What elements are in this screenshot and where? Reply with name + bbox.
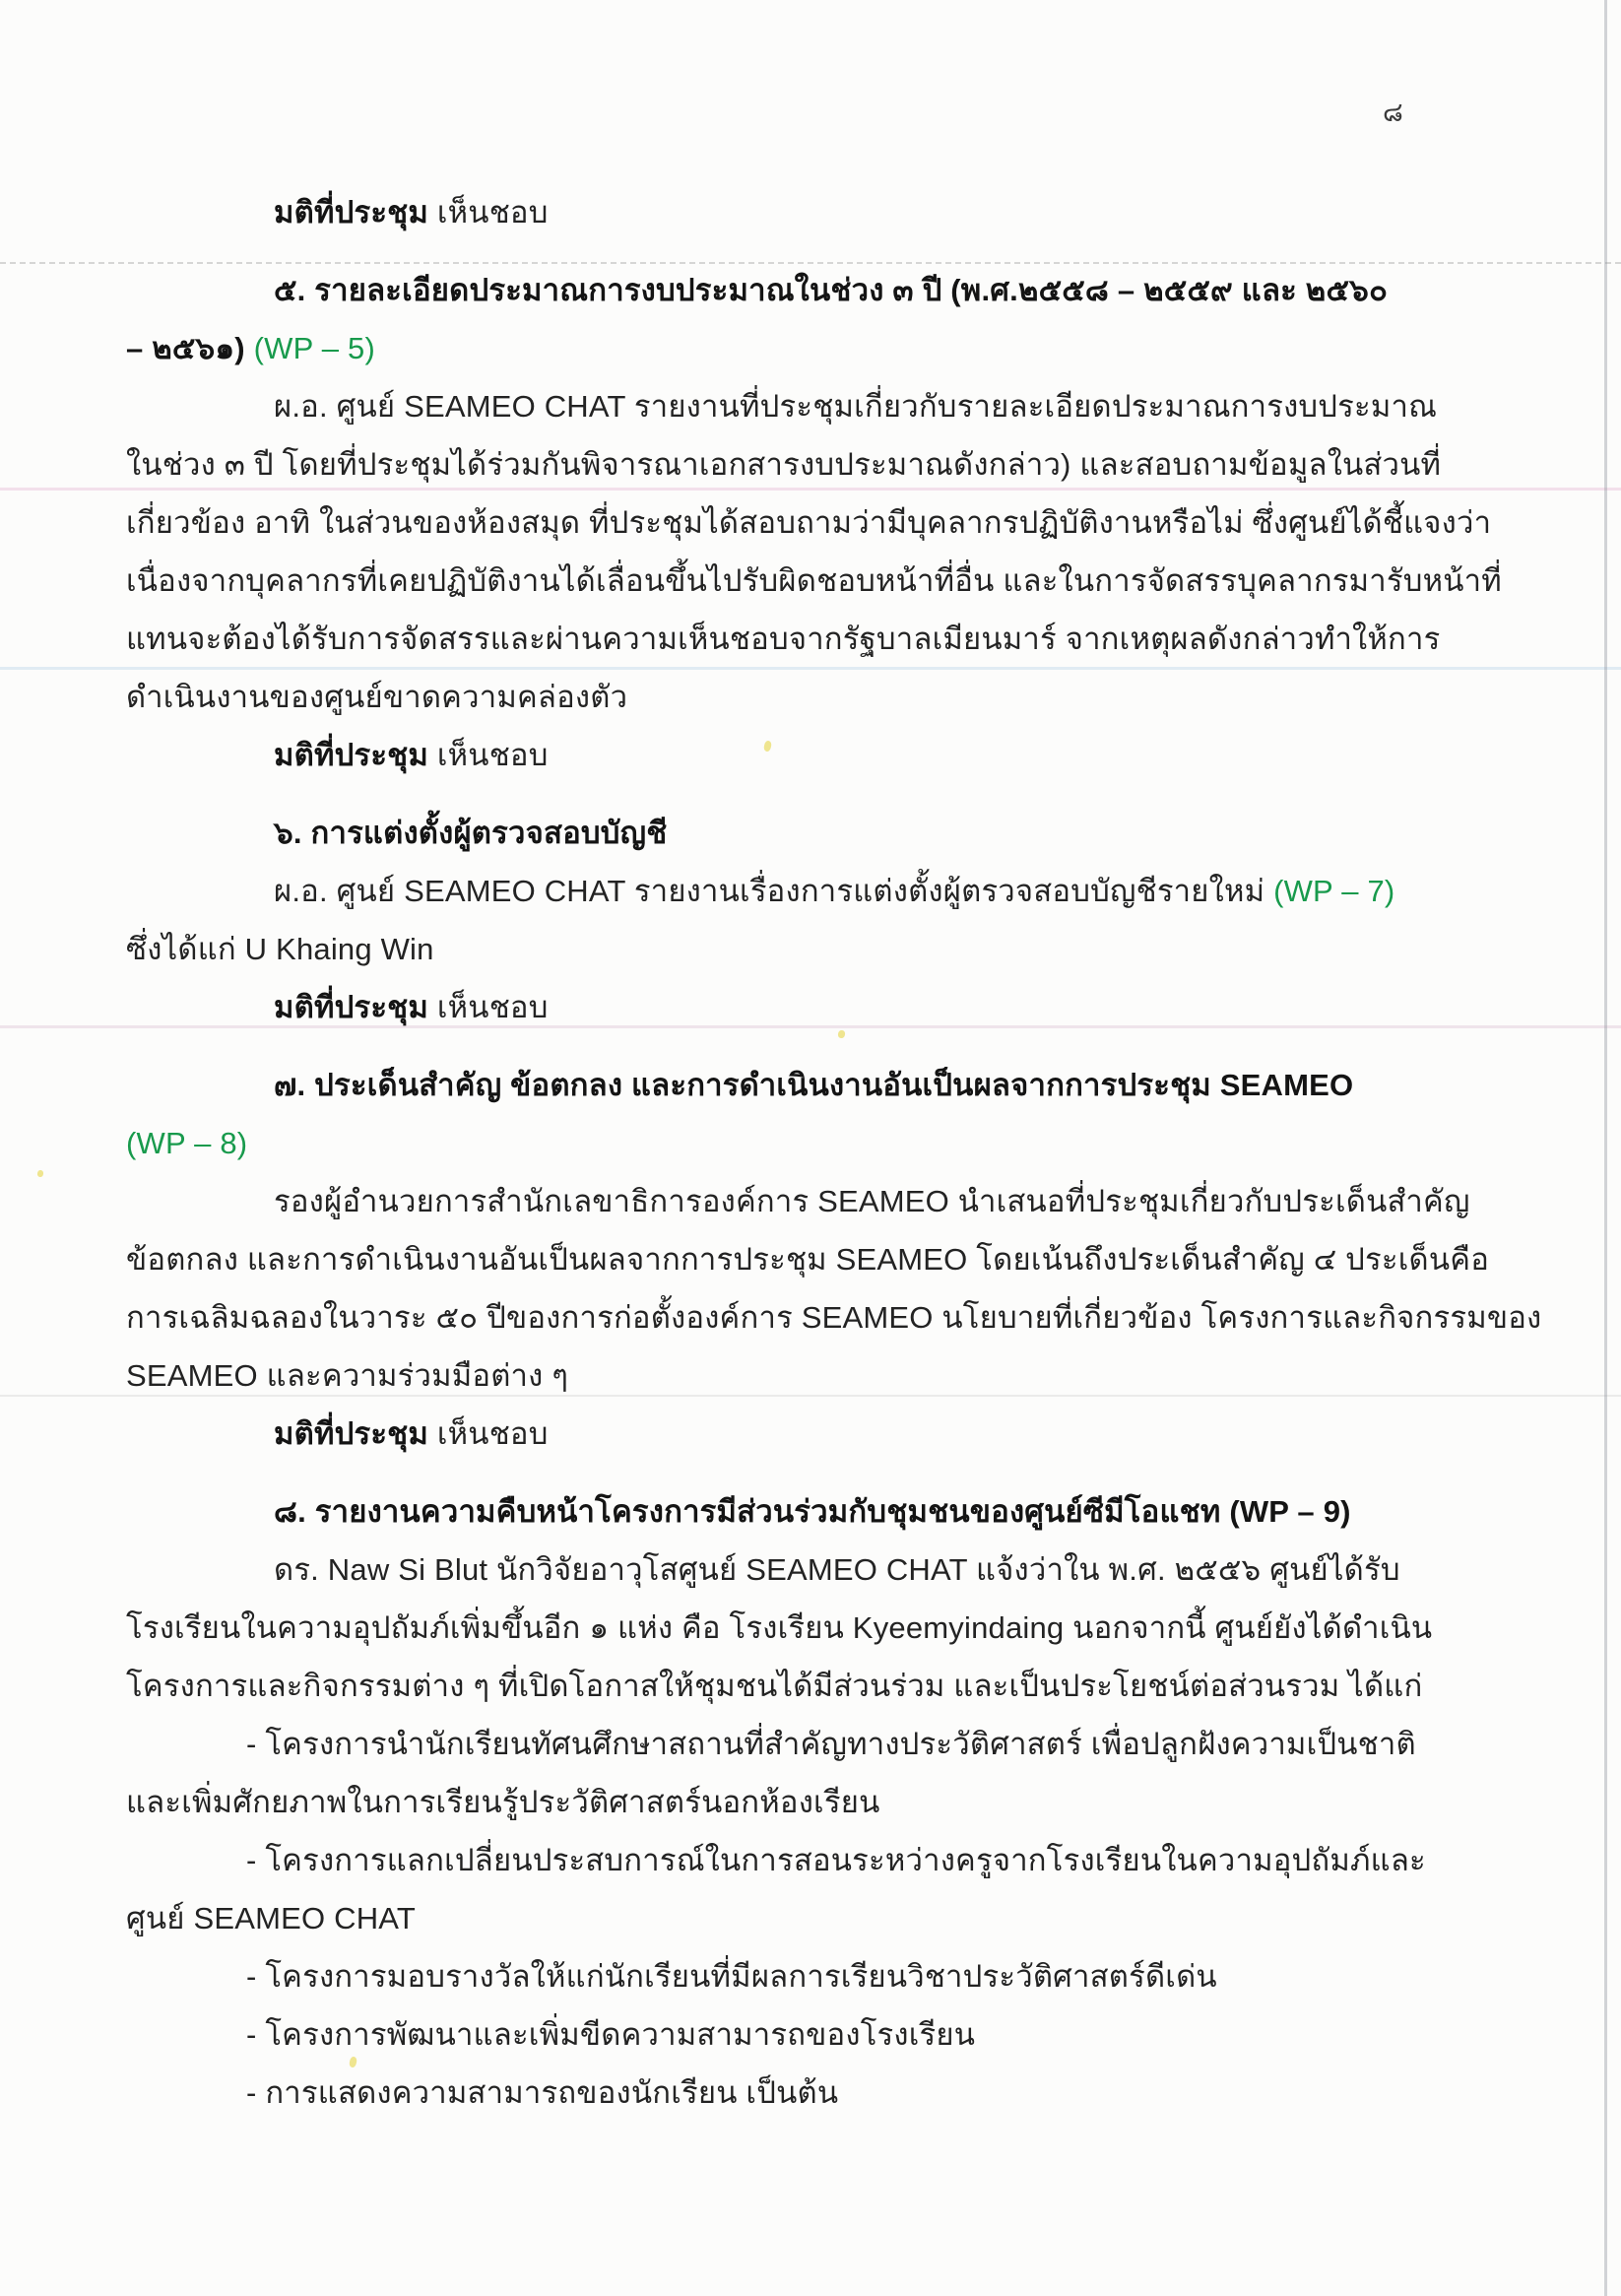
text-line	[126, 862, 1524, 920]
text-line	[126, 1773, 1524, 1831]
text-segment: มติที่ประชุม	[274, 195, 429, 230]
text-line	[126, 1947, 1524, 2005]
text-segment: รองผู้อำนวยการสำนักเลขาธิการองค์การ SEAMEO นำเสนอที่ประชุมเกี่ยวกับประเด็นสำคัญ	[274, 1184, 1470, 1218]
document-body	[126, 183, 1542, 2122]
text-segment: ซึ่งได้แก่ U Khaing Win	[126, 932, 434, 966]
text-segment: เห็นชอบ	[428, 990, 549, 1024]
text-segment: เนื่องจากบุคลากรที่เคยปฏิบัติงานได้เลื่อนขึ้นไปรับผิดชอบหน้าที่อื่น และในการจัดสรรบุคลากรมารับหน้าที่	[126, 563, 1502, 598]
text-segment: เห็นชอบ	[428, 195, 549, 230]
text-line	[126, 1541, 1524, 1599]
text-line	[126, 493, 1524, 552]
text-line	[126, 610, 1524, 668]
text-line	[126, 435, 1524, 493]
text-segment: ข้อตกลง และการดำเนินงานอันเป็นผลจากการประชุม SEAMEO โดยเน้นถึงประเด็นสำคัญ ๔ ประเด็นคือ	[126, 1242, 1490, 1277]
text-line	[126, 1889, 1524, 1947]
text-line	[126, 183, 1524, 241]
text-line	[126, 1230, 1524, 1288]
text-line	[126, 978, 1524, 1036]
text-line	[126, 1599, 1524, 1657]
text-line	[126, 1715, 1524, 1773]
section-heading-line	[126, 1056, 1524, 1114]
text-segment: ดร. Naw Si Blut นักวิจัยอาวุโสศูนย์ SEAMEO CHAT แจ้งว่าใน พ.ศ. ๒๕๕๖ ศูนย์ได้รับ	[274, 1552, 1400, 1587]
scan-edge-line	[1604, 0, 1607, 2296]
text-segment: - โครงการแลกเปลี่ยนประสบการณ์ในการสอนระหว่างครูจากโรงเรียนในความอุปถัมภ์และ	[246, 1843, 1426, 1877]
text-segment: ๖. การแต่งตั้งผู้ตรวจสอบบัญชี	[274, 816, 668, 850]
page-number: ๘	[1383, 98, 1403, 127]
section-heading-line	[126, 261, 1524, 319]
text-line	[126, 668, 1524, 726]
text-segment: ๘. รายงานความคืบหน้าโครงการมีส่วนร่วมกับชุมชนของศูนย์ซีมีโอแชท (WP – 9)	[274, 1494, 1351, 1529]
text-segment: ๗. ประเด็นสำคัญ ข้อตกลง และการดำเนินงานอันเป็นผลจากการประชุม SEAMEO	[274, 1068, 1354, 1102]
text-segment: - โครงการมอบรางวัลให้แก่นักเรียนที่มีผลการเรียนวิชาประวัติศาสตร์ดีเด่น	[246, 1959, 1217, 1994]
text-line	[126, 726, 1524, 784]
text-line	[126, 1288, 1542, 1346]
text-segment: มติที่ประชุม	[274, 738, 429, 772]
text-line	[126, 319, 1524, 377]
text-segment: เห็นชอบ	[428, 738, 549, 772]
text-segment: โครงการและกิจกรรมต่าง ๆ ที่เปิดโอกาสให้ชุมชนได้มีส่วนร่วม และเป็นประโยชน์ต่อส่วนรวม ได้แก่	[126, 1669, 1423, 1703]
text-segment: เกี่ยวข้อง อาทิ ในส่วนของห้องสมุด ที่ประชุมได้สอบถามว่ามีบุคลากรปฏิบัติงานหรือไม่ ซึ่งศูนย์ได้ชี้แจงว่า	[126, 505, 1492, 540]
text-segment: (WP – 8)	[126, 1126, 248, 1160]
text-segment: - การแสดงความสามารถของนักเรียน เป็นต้น	[246, 2075, 839, 2110]
text-segment: ศูนย์ SEAMEO CHAT	[126, 1901, 416, 1935]
text-segment: ผ.อ. ศูนย์ SEAMEO CHAT รายงานที่ประชุมเกี่ยวกับรายละเอียดประมาณการงบประมาณ	[274, 389, 1438, 424]
text-segment: มติที่ประชุม	[274, 990, 429, 1024]
text-line	[126, 1172, 1524, 1230]
text-segment: ๕. รายละเอียดประมาณการงบประมาณในช่วง ๓ ปี (พ.ศ.๒๕๕๘ – ๒๕๕๙ และ ๒๕๖๐	[274, 273, 1389, 307]
text-segment: ดำเนินงานของศูนย์ขาดความคล่องตัว	[126, 680, 628, 714]
text-segment: การเฉลิมฉลองในวาระ ๕๐ ปีของการก่อตั้งองค์การ SEAMEO นโยบายที่เกี่ยวข้อง โครงการและกิจกรรมของ	[126, 1300, 1542, 1335]
text-segment: (WP – 5)	[253, 331, 375, 365]
text-segment: แทนจะต้องได้รับการจัดสรรและผ่านความเห็นชอบจากรัฐบาลเมียนมาร์ จากเหตุผลดังกล่าวทำให้การ	[126, 622, 1441, 656]
section-heading-line	[126, 804, 1524, 862]
text-line	[126, 1346, 1524, 1405]
text-segment: – ๒๕๖๑)	[126, 331, 254, 365]
text-segment: SEAMEO และความร่วมมือต่าง ๆ	[126, 1358, 569, 1393]
text-segment: โรงเรียนในความอุปถัมภ์เพิ่มขึ้นอีก ๑ แห่ง คือ โรงเรียน Kyeemyindaing นอกจากนี้ ศูนย์ยังได้ดำเนิน	[126, 1610, 1433, 1645]
text-line	[126, 377, 1524, 435]
text-segment: เห็นชอบ	[428, 1416, 549, 1451]
text-segment: ในช่วง ๓ ปี โดยที่ประชุมได้ร่วมกันพิจารณาเอกสารงบประมาณดังกล่าว) และสอบถามข้อมูลในส่วนที่	[126, 447, 1442, 482]
text-segment: - โครงการนำนักเรียนทัศนศึกษาสถานที่สำคัญทางประวัติศาสตร์ เพื่อปลูกฝังความเป็นชาติ	[246, 1727, 1416, 1761]
text-segment: - โครงการพัฒนาและเพิ่มขีดความสามารถของโรงเรียน	[246, 2017, 976, 2052]
text-line	[126, 1405, 1524, 1463]
text-line	[126, 2064, 1524, 2122]
text-line	[126, 1657, 1524, 1715]
text-segment: มติที่ประชุม	[274, 1416, 429, 1451]
section-heading-line	[126, 1482, 1524, 1541]
text-line	[126, 2005, 1524, 2064]
text-line	[126, 1831, 1524, 1889]
text-segment: ผ.อ. ศูนย์ SEAMEO CHAT รายงานเรื่องการแต่งตั้งผู้ตรวจสอบบัญชีรายใหม่	[274, 874, 1274, 908]
text-line	[126, 1114, 1524, 1172]
text-segment: (WP – 7)	[1273, 874, 1395, 908]
text-segment: และเพิ่มศักยภาพในการเรียนรู้ประวัติศาสตร์นอกห้องเรียน	[126, 1785, 880, 1819]
scan-speck	[36, 1169, 43, 1177]
text-line	[126, 552, 1524, 610]
text-line	[126, 920, 1524, 978]
